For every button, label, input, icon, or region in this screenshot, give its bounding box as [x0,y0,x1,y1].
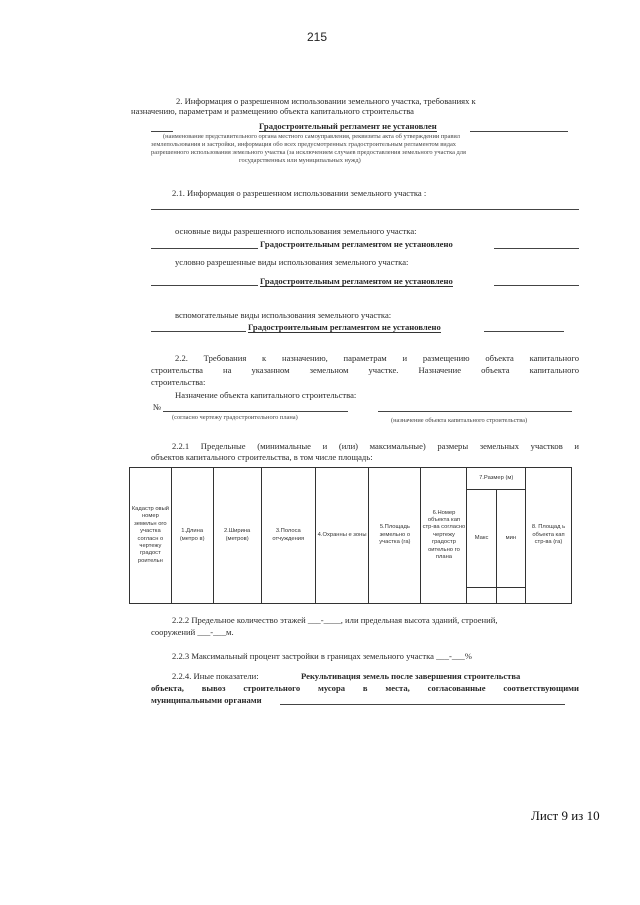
col-size-max: Макс [467,490,496,588]
reg-blank-right [470,131,568,132]
col-object-number: 6.Номер объекта кап стр-ва согласно чертежу градостр оительно го плана [421,468,467,604]
s223-max-coverage: 2.2.3 Максимальный процент застройки в границах земельного участка ___-___% [172,651,472,661]
s21-blank [151,209,579,210]
col-object-area: 8. Площад ь объекта кап стр-ва (га) [525,468,571,604]
sheet-counter: Лист 9 из 10 [531,808,600,823]
object-purpose-label: Назначение объекта капитального строительства: [175,390,357,400]
conditional-uses-label: условно разрешенные виды использования земельного участка: [175,257,409,267]
reg-blank-left [151,131,173,132]
main-uses-label: основные виды разрешенного использования земельного участка: [175,226,417,236]
cell-empty [496,588,525,604]
s224-value-line1: Рекультивация земель после завершения строительства [301,671,521,681]
cond-uses-blank-right [494,285,579,286]
s224-value-line2: объекта, вывоз строительного мусора в места, согласованные соответствующими [151,683,579,693]
caption-object-purpose: (назначение объекта капитального строительства) [391,417,528,424]
s222-line2: сооружений ___-___м. [151,627,234,637]
s22-para-line1: 2.2. Требования к назначению, параметрам и размещению объекта капитального [175,353,579,363]
section-2-heading-line2: назначению, параметрам и размещению объекта капитального строительства [131,106,414,116]
number-sign: № [153,402,162,412]
aux-uses-label: вспомогательные виды использования земельного участка: [175,310,392,320]
note-line-3: разрешенного использования земельного участка (за исключением случаев предоставления земельного участка для [151,149,466,156]
col-size-header: 7.Размер (м) [467,468,526,490]
s22-para-line3: строительства: [151,377,206,387]
main-uses-blank-right [494,248,579,249]
col-protected-zones: 4.Охранны е зоны [315,468,368,604]
section-2-1-title: 2.1. Информация о разрешенном использовании земельного участка : [172,188,427,198]
object-purpose-blank [378,411,572,412]
cell-empty [467,588,496,604]
parameters-table [129,467,572,604]
note-line-2: землепользования и застройки, информация обо всех предусмотренных градостроительным регламентом видах [151,141,456,148]
col-size-min: мин [496,490,525,588]
reg-statement: Градостроительный регламент не установлен [259,121,437,131]
main-uses-value: Градостроительным регламентом не установлено [260,239,453,249]
s222-line1: 2.2.2 Предельное количество этажей ___-____, или предельная высота зданий, строений, [172,615,498,625]
col-width: 2.Ширина (метров) [213,468,261,604]
aux-uses-blank-left [151,331,246,332]
note-line-1: (наименование представительного органа местного самоуправления, реквизиты акта об утверждении правил [163,133,460,140]
aux-uses-value: Градостроительным регламентом не установлено [248,322,441,332]
s22-para-line2: строительства на указанном земельном участке. Назначение объекта капитального [151,365,579,375]
col-cadastral-number: Кадастр овый номер земельн ого участка согласн о чертежу градост роительн [130,468,172,604]
conditional-uses-value: Градостроительным регламентом не установлено [260,276,453,286]
s221-line2: объектов капитального строительства, в том числе площадь: [151,452,373,462]
s224-value-line3: муниципальными органами [151,695,262,705]
page-number: 215 [307,30,328,44]
section-2-heading-line1: 2. Информация о разрешенном использовании земельного участка, требованиях к [176,96,476,106]
cond-uses-blank-left [151,285,258,286]
s221-line1: 2.2.1 Предельные (минимальные и (или) максимальные) размеры земельных участков и [172,441,579,451]
col-alienation-strip: 3.Полоса отчуждения [261,468,315,604]
caption-plan-drawing: (согласно чертежу градостроительного плана) [172,414,298,421]
s224-label: 2.2.4. Иные показатели: [172,671,259,681]
aux-uses-blank-right [484,331,564,332]
col-length: 1.Длина (метро в) [171,468,213,604]
main-uses-blank-left [151,248,258,249]
s224-blank [280,704,565,705]
object-number-blank [163,411,348,412]
note-line-4: государственных или муниципальных нужд) [239,157,361,164]
col-plot-area: 5.Площадь земельно о участка (га) [369,468,421,604]
